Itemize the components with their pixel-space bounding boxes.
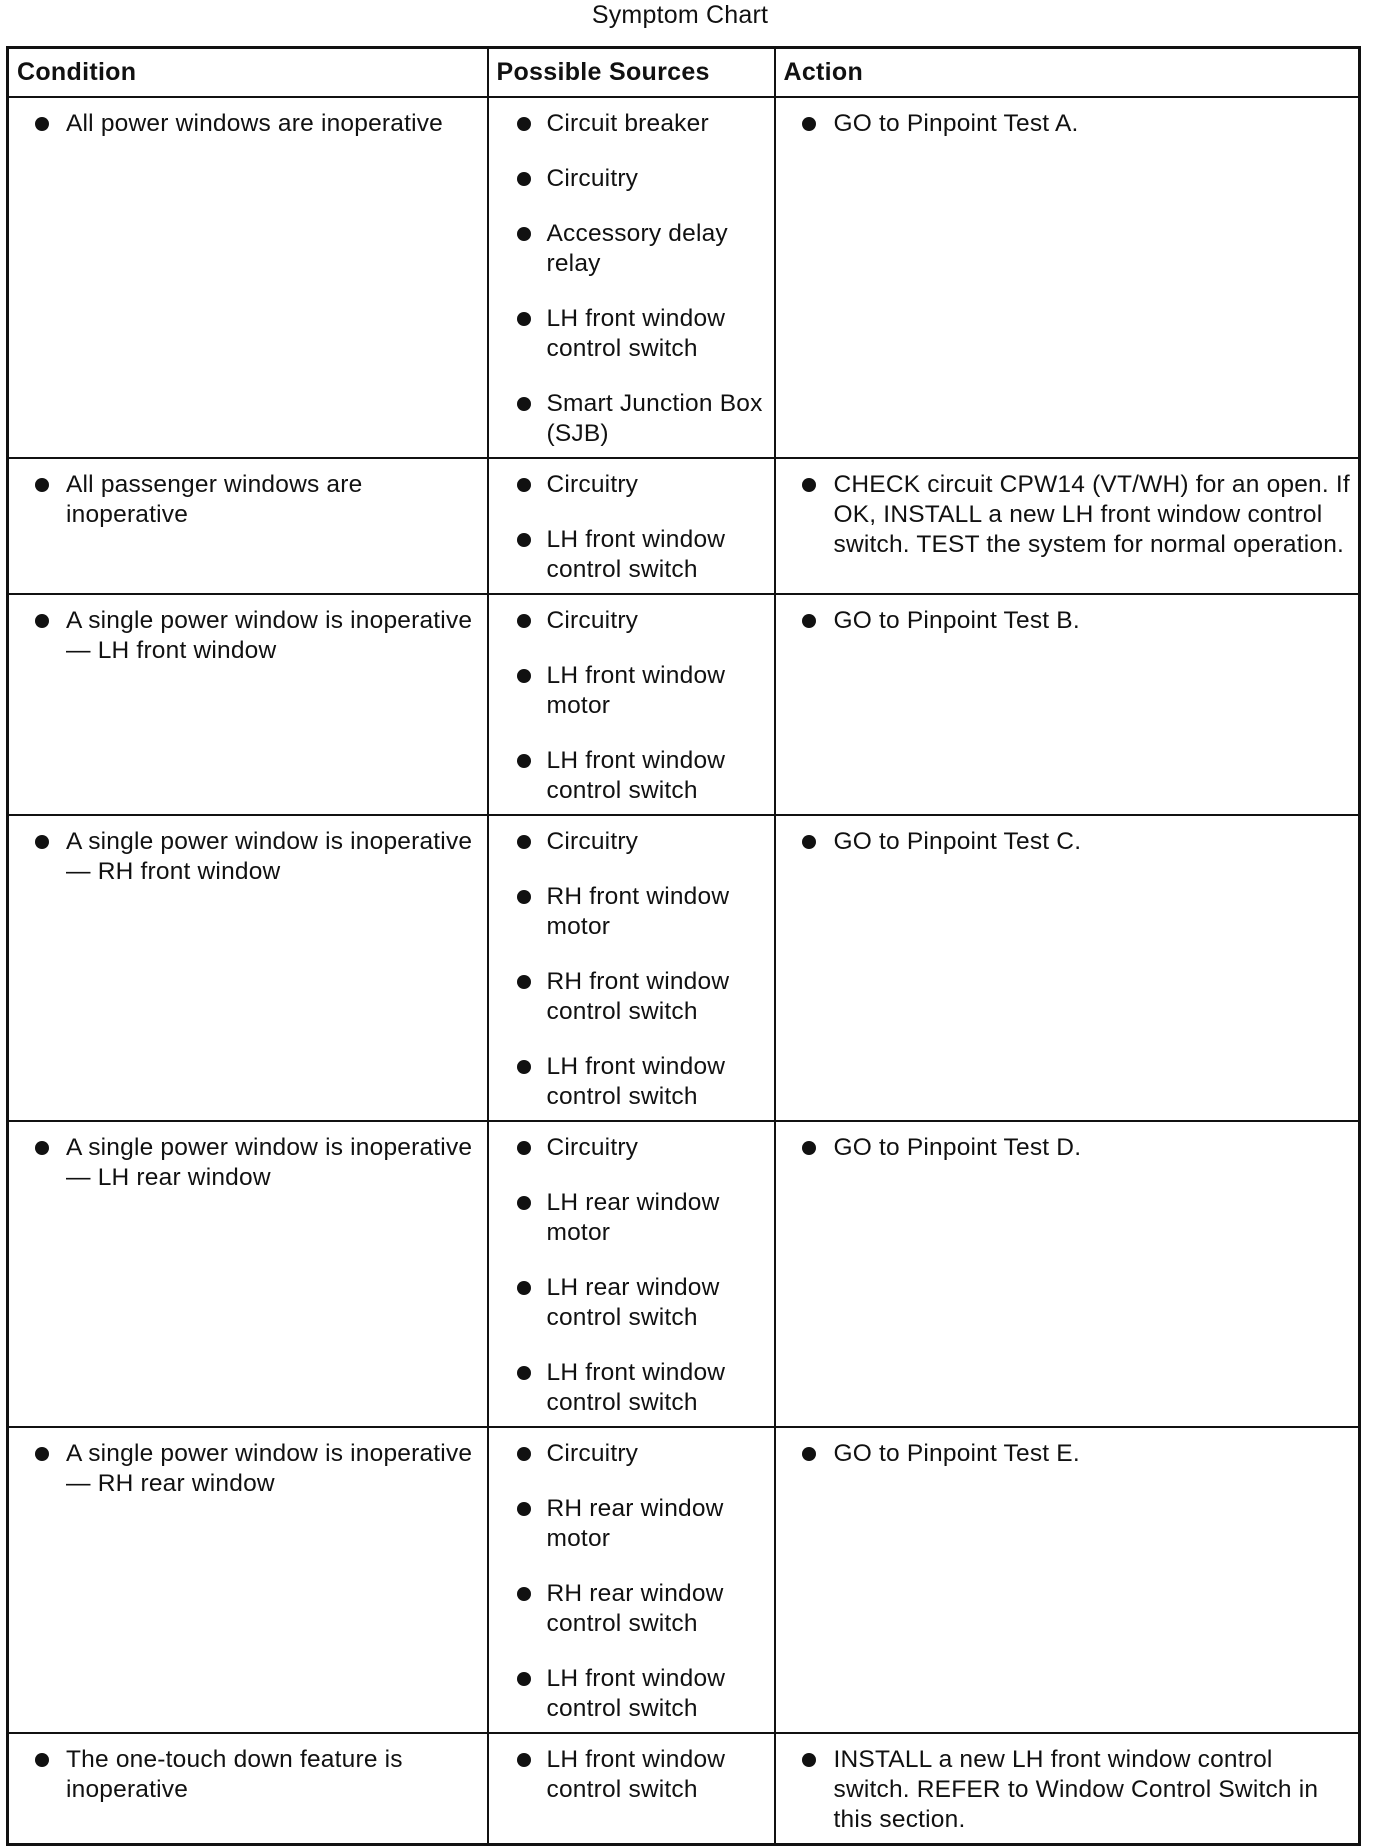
sources-cell [488, 1121, 775, 1427]
list-item [9, 1439, 479, 1499]
list-item [489, 967, 766, 1027]
table-row [8, 1121, 1360, 1427]
table-row [8, 815, 1360, 1121]
action-cell [775, 1427, 1360, 1733]
sources-cell [488, 815, 775, 1121]
condition-cell [8, 594, 488, 815]
bullet-icon [517, 975, 531, 989]
bullet-icon [517, 835, 531, 849]
list-item [489, 746, 766, 806]
list-item [9, 1133, 479, 1193]
header-action: Action [775, 48, 1360, 98]
action-text: CHECK circuit CPW14 (VT/WH) for an open. If OK, INSTALL a new LH front window control switch. TEST the system for normal operation. [833, 471, 1350, 558]
sources-cell [488, 1427, 775, 1733]
bullet-icon [517, 533, 531, 547]
bullet-icon [517, 890, 531, 904]
action-text: GO to Pinpoint Test A. [833, 110, 1079, 137]
list-item [776, 1133, 1351, 1163]
list-item [489, 661, 766, 721]
list-item [489, 1579, 766, 1639]
bullet-icon [517, 614, 531, 628]
action-cell [775, 1121, 1360, 1427]
list-item [489, 882, 766, 942]
chart-title: Symptom Chart [591, 1, 769, 29]
source-text: RH rear window control switch [546, 1580, 724, 1637]
bullet-icon [517, 1141, 531, 1155]
list-item [9, 1745, 479, 1805]
table-header [8, 48, 1360, 98]
source-text: LH rear window motor [546, 1189, 720, 1246]
bullet-icon [517, 312, 531, 326]
condition-text: A single power window is inoperative— LH rear window [66, 1134, 473, 1191]
header-row [8, 48, 1360, 98]
list-item [9, 827, 479, 887]
action-cell [775, 97, 1360, 458]
condition-cell [8, 1121, 488, 1427]
list-item [489, 470, 766, 500]
source-text: LH front window control switch [546, 1746, 726, 1803]
bullet-icon [517, 1196, 531, 1210]
bullet-icon [802, 1447, 816, 1461]
condition-text: The one-touch down feature is inoperative [66, 1746, 403, 1803]
source-text: Circuit breaker [546, 110, 709, 137]
list-item [489, 1052, 766, 1112]
list-item [489, 389, 766, 449]
header-condition: Condition [8, 48, 488, 98]
condition-cell [8, 458, 488, 594]
list-item [776, 1745, 1351, 1835]
list-item [489, 606, 766, 636]
header-possible-sources: Possible Sources [488, 48, 775, 98]
source-text: Circuitry [546, 471, 639, 498]
action-text: GO to Pinpoint Test D. [833, 1134, 1082, 1161]
condition-text: All passenger windows are inoperative [66, 471, 363, 528]
action-cell [775, 458, 1360, 594]
bullet-icon [35, 835, 49, 849]
action-cell [775, 594, 1360, 815]
bullet-icon [517, 1502, 531, 1516]
source-text: LH front window motor [546, 662, 726, 719]
bullet-icon [517, 669, 531, 683]
condition-text: A single power window is inoperative— RH rear window [66, 1440, 473, 1497]
bullet-icon [802, 614, 816, 628]
bullet-icon [517, 1060, 531, 1074]
condition-text: A single power window is inoperative— LH front window [66, 607, 473, 664]
list-item [489, 827, 766, 857]
bullet-icon [35, 1447, 49, 1461]
source-text: Accessory delay relay [546, 220, 728, 277]
table-row [8, 594, 1360, 815]
source-text: Circuitry [546, 607, 639, 634]
condition-cell [8, 97, 488, 458]
condition-text: All power windows are inoperative [66, 110, 444, 137]
list-item [489, 1188, 766, 1248]
source-text: Circuitry [546, 1134, 639, 1161]
bullet-icon [802, 1141, 816, 1155]
action-text: GO to Pinpoint Test C. [833, 828, 1082, 855]
table-body [8, 97, 1360, 1845]
source-text: Circuitry [546, 1440, 639, 1467]
list-item [776, 1439, 1351, 1469]
source-text: LH front window control switch [546, 747, 726, 804]
bullet-icon [517, 478, 531, 492]
source-text: RH rear window motor [546, 1495, 724, 1552]
bullet-icon [35, 117, 49, 131]
source-text: LH front window control switch [546, 1359, 726, 1416]
source-text: Smart Junction Box (SJB) [546, 390, 763, 447]
list-item [9, 109, 479, 139]
list-item [489, 164, 766, 194]
bullet-icon [35, 1141, 49, 1155]
bullet-icon [35, 1753, 49, 1767]
action-text: GO to Pinpoint Test B. [833, 607, 1080, 634]
source-text: LH front window control switch [546, 526, 726, 583]
list-item [9, 470, 479, 530]
bullet-icon [517, 1672, 531, 1686]
source-text: LH front window control switch [546, 1665, 726, 1722]
source-text: LH rear window control switch [546, 1274, 720, 1331]
list-item [489, 304, 766, 364]
source-text: LH front window control switch [546, 305, 726, 362]
list-item [776, 470, 1351, 560]
list-item [776, 827, 1351, 857]
bullet-icon [517, 754, 531, 768]
condition-cell [8, 815, 488, 1121]
bullet-icon [517, 172, 531, 186]
list-item [776, 606, 1351, 636]
bullet-icon [35, 478, 49, 492]
table-row [8, 97, 1360, 458]
bullet-icon [517, 1587, 531, 1601]
action-text: INSTALL a new LH front window control switch. REFER to Window Control Switch in this section. [833, 1746, 1319, 1833]
table-row [8, 458, 1360, 594]
action-cell [775, 815, 1360, 1121]
condition-cell [8, 1427, 488, 1733]
sources-cell [488, 458, 775, 594]
sources-cell [488, 594, 775, 815]
source-text: RH front window motor [546, 883, 730, 940]
list-item [489, 1664, 766, 1724]
bullet-icon [517, 117, 531, 131]
symptom-table [6, 46, 1361, 1846]
table-row [8, 1427, 1360, 1733]
list-item [489, 219, 766, 279]
bullet-icon [35, 614, 49, 628]
bullet-icon [802, 835, 816, 849]
source-text: LH front window control switch [546, 1053, 726, 1110]
list-item [489, 525, 766, 585]
bullet-icon [802, 478, 816, 492]
bullet-icon [517, 1366, 531, 1380]
bullet-icon [517, 1753, 531, 1767]
bullet-icon [517, 1281, 531, 1295]
list-item [9, 606, 479, 666]
list-item [489, 1439, 766, 1469]
list-item [489, 109, 766, 139]
list-item [776, 109, 1351, 139]
bullet-icon [517, 1447, 531, 1461]
list-item [489, 1133, 766, 1163]
sources-cell [488, 97, 775, 458]
list-item [489, 1745, 766, 1805]
list-item [489, 1273, 766, 1333]
condition-text: A single power window is inoperative— RH front window [66, 828, 473, 885]
list-item [489, 1358, 766, 1418]
action-text: GO to Pinpoint Test E. [833, 1440, 1080, 1467]
bullet-icon [802, 117, 816, 131]
source-text: Circuitry [546, 165, 639, 192]
bullet-icon [517, 397, 531, 411]
bullet-icon [802, 1753, 816, 1767]
bullet-icon [517, 227, 531, 241]
source-text: RH front window control switch [546, 968, 730, 1025]
list-item [489, 1494, 766, 1554]
source-text: Circuitry [546, 828, 639, 855]
